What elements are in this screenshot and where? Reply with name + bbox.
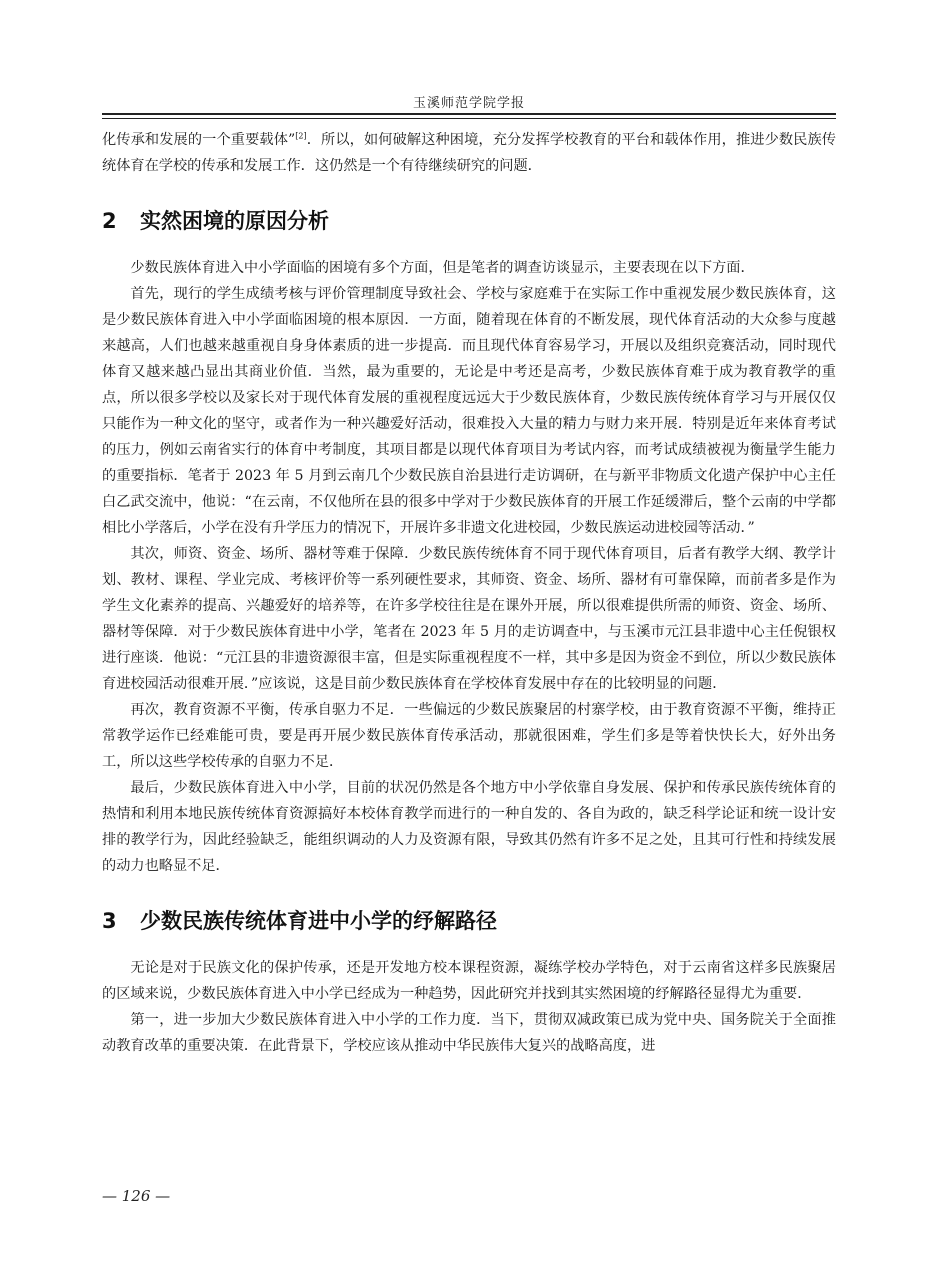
citation-ref[interactable]: [2]	[295, 131, 307, 141]
intro-paragraph	[102, 127, 836, 179]
body-paragraph: 第一，进一步加大少数民族体育进入中小学的工作力度．当下，贯彻双减政策已成为党中央、国务院关于全面推动教育改革的重要决策．在此背景下，学校应该从推动中华民族伟大复兴的战略高度，进	[102, 1012, 836, 1054]
section-number: 3	[102, 909, 117, 933]
section-number: 2	[102, 209, 117, 233]
intro-text-before-ref: 化传承和发展的一个重要载体”	[102, 132, 296, 148]
body-paragraph: 少数民族体育进入中小学面临的困境有多个方面，但是笔者的调查访谈显示，主要表现在以下方面．	[130, 260, 755, 276]
body-paragraph: 最后，少数民族体育进入中小学，目前的状况仍然是各个地方中小学依靠自身发展、保护和传承民族传统体育的热情和利用本地民族传统体育资源搞好本校体育教学而进行的一种自发的、各自为政的，缺乏科学论证和统一设计安排的教学行为，因此经验缺乏，能组织调动的人力及资源有限，导致其仍然有许多不足之处，且其可行性和持续发展的动力也略显不足．	[102, 780, 836, 874]
body-paragraph: 无论是对于民族文化的保护传承，还是开发地方校本课程资源，凝练学校办学特色，对于云南省这样多民族聚居的区域来说，少数民族体育进入中小学已经成为一种趋势，因此研究并找到其实然困境的纾解路径显得尤为重要．	[102, 960, 836, 1002]
intro-text-after-ref: ．所以，如何破解这种困境，充分发挥学校教育的平台和载体作用，推进少数民族传统体育在学校的传承和发展工作．这仍然是一个有待继续研究的问题．	[102, 132, 836, 174]
journal-header: 玉溪师范学院学报	[412, 96, 525, 111]
page-number: — 126 —	[102, 1187, 171, 1205]
body-paragraph: 再次，教育资源不平衡，传承自驱力不足．一些偏远的少数民族聚居的村寨学校，由于教育资源不平衡，维持正常教学运作已经难能可贵，要是再开展少数民族体育传承活动，那就很困难，学生们多是等着快快长大，好外出务工，所以这些学校传承的自驱力不足．	[102, 702, 836, 770]
section-title: 少数民族传统体育进中小学的纾解路径	[140, 909, 497, 933]
header-rule-thin	[102, 118, 836, 119]
body-paragraph: 其次，师资、资金、场所、器材等难于保障．少数民族传统体育不同于现代体育项目，后者有教学大纲、教学计划、教材、课程、学业完成、考核评价等一系列硬性要求，其师资、资金、场所、器材有可靠保障，而前者多是作为学生文化素养的提高、兴趣爱好的培养等，在许多学校往往是在课外开展，所以很难提供所需的师资、资金、场所、器材等保障．对于少数民族体育进中小学，笔者在 2023 年 5 月的走访调查中，与玉溪市元江县非遗中心主任倪银权进行座谈．他说：“元江县的非遗资源很丰富，但是实际重视程度不一样，其中多是因为资金不到位，所以少数民族体育进校园活动很难开展．”应该说，这是目前少数民族体育在学校体育发展中存在的比较明显的问题．	[102, 546, 836, 692]
section-title: 实然困境的原因分析	[140, 209, 329, 233]
article-body	[102, 127, 836, 1059]
body-paragraph: 首先，现行的学生成绩考核与评价管理制度导致社会、学校与家庭难于在实际工作中重视发展少数民族体育，这是少数民族体育进入中小学面临困境的根本原因．一方面，随着现在体育的不断发展，现代体育活动的大众参与度越来越高，人们也越来越重视自身身体素质的进一步提高．而且现代体育容易学习，开展以及组织竞赛活动，同时现代体育又越来越凸显出其商业价值．当然，最为重要的，无论是中考还是高考，少数民族体育难于成为教育教学的重点，所以很多学校以及家长对于现代体育发展的重视程度远远大于少数民族体育，少数民族传统体育学习与开展仅仅只能作为一种文化的坚守，或者作为一种兴趣爱好活动，很难投入大量的精力与财力来开展．特别是近年来体育考试的压力，例如云南省实行的体育中考制度，其项目都是以现代体育项目为考试内容，而考试成绩被视为衡量学生能力的重要指标．笔者于 2023 年 5 月到云南几个少数民族自治县进行走访调研，在与新平非物质文化遗产保护中心主任白乙武交流中，他说：“在云南，不仅他所在县的很多中学对于少数民族体育的开展工作延缓滞后，整个云南的中学都相比小学落后，小学在没有升学压力的情况下，开展许多非遗文化进校园，少数民族运动进校园等活动．”	[102, 286, 836, 536]
section-heading	[102, 205, 836, 237]
header-rule-thick	[102, 113, 836, 115]
section-heading	[102, 905, 836, 937]
